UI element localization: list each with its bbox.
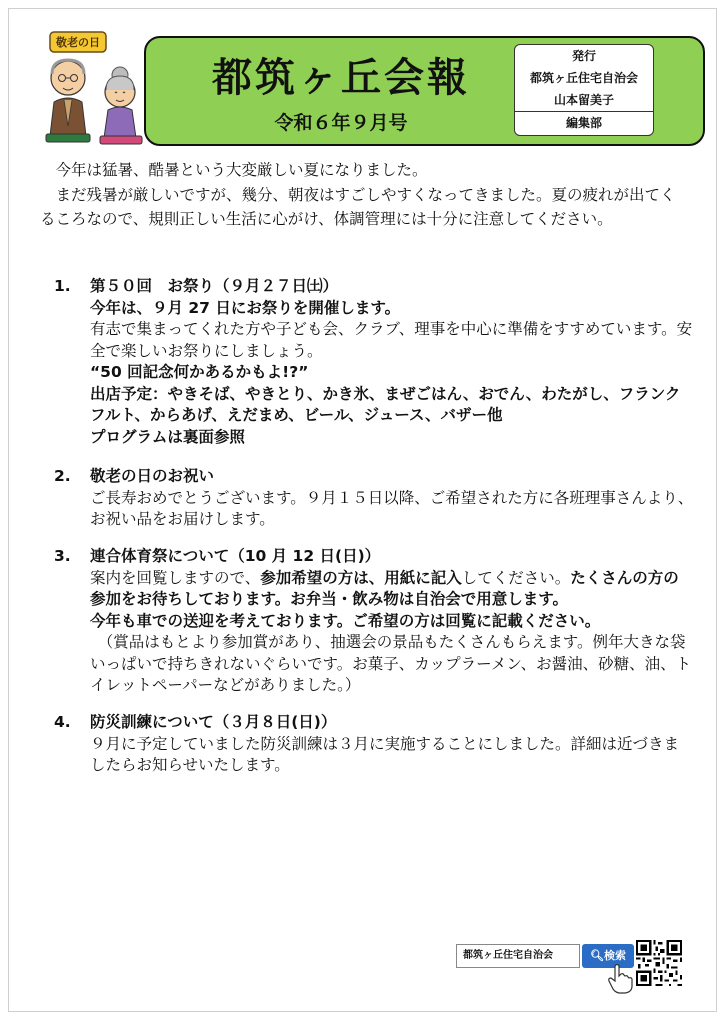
sports-invitation (90, 568, 694, 611)
magnifier-icon: 🔍︎ (590, 949, 604, 962)
section-number: 2. (54, 467, 71, 485)
sports-transport: 今年も車での送迎を考えております。ご希望の方は回覧に記載ください。 (90, 611, 601, 630)
sports-prizes: （賞品はもとより参加賞があり、抽選会の景品もたくさんもらえます。例年大きな袋いっぱいで持ちきれないぐらいです。お菓子、カップラーメン、お醤油、砂糖、油、トイレットペーパーなどがありました。） (90, 633, 692, 694)
intro-paragraph-2: まだ残暑が厳しいですが、幾分、朝夜はすごしやすくなってきました。夏の疲れが出てくるころなので、規則正しい生活に心がけ、体調管理には十分に注意してください。 (40, 185, 676, 228)
section-title: 防災訓練について（３月８日(日)） (90, 713, 337, 731)
section-title: 第５０回 お祭り（９月２７日㈯） (90, 277, 339, 295)
issue-date: 令和６年９月号 (274, 112, 408, 134)
section-sports-festival (54, 546, 694, 697)
publisher-person: 山本留美子 (553, 93, 614, 107)
publisher-dept: 編集部 (515, 111, 653, 134)
section-title: 連合体育祭について（10 月 12 日(日)） (90, 547, 381, 565)
section-festival (54, 276, 694, 448)
pointer-hand-icon (606, 962, 634, 994)
festival-program-note: プログラムは裏面参照 (90, 427, 245, 446)
publisher-org: 都筑ヶ丘住宅自治会 (529, 71, 638, 85)
sports-text-4: たくさんの方の参加をお待ちしております。お弁当・飲み物は自治会で用意します。 (90, 568, 679, 608)
search-button-label: 検索 (603, 949, 626, 962)
festival-catchphrase: “50 回記念何かあるかもよ!?” (90, 363, 309, 381)
intro-text (40, 158, 690, 232)
elderly-couple-illustration (36, 30, 154, 148)
sports-text-3: してください。 (461, 568, 571, 587)
qr-code[interactable] (636, 940, 682, 986)
section-disaster-drill (54, 712, 694, 777)
festival-date-line: 今年は、９月 27 日にお祭りを開催します。 (90, 298, 401, 317)
search-field[interactable]: 都筑ヶ丘住宅自治会 (456, 944, 580, 968)
newsletter-title: 都筑ヶ丘会報 (212, 55, 470, 101)
festival-description: 有志で集まってくれた方や子ども会、クラブ、理事を中心に準備をすすめています。安全で楽しいお祭りにしましょう。 (90, 320, 693, 360)
badge-text: 敬老の日 (56, 36, 100, 49)
festival-stalls: 出店予定：やきそば、やきとり、かき氷、まぜごはん、おでん、わたがし、フランクフルト、からあげ、えだまめ、ビール、ジュース、バザー他 (90, 384, 681, 424)
sports-text-2: 参加希望の方は、用紙に記入 (260, 568, 462, 587)
respect-aged-text: ご長寿おめでとうございます。９月１５日以降、ご希望された方に各班理事さんより、お祝い品をお届けします。 (90, 488, 694, 528)
section-number: 1. (54, 277, 71, 295)
section-title: 敬老の日のお祝い (90, 467, 215, 485)
section-respect-aged (54, 466, 694, 531)
section-number: 4. (54, 713, 71, 731)
publisher-label: 発行 (571, 49, 596, 63)
disaster-drill-text: ９月に予定していました防災訓練は３月に実施することにしました。詳細は近づきましたらお知らせいたします。 (90, 734, 680, 774)
intro-paragraph-1: 今年は猛暑、酷暑という大変厳しい夏になりました。 (55, 161, 428, 179)
section-number: 3. (54, 547, 71, 565)
header-banner (144, 36, 705, 146)
search-banner (456, 940, 686, 996)
sports-text-1: 案内を回覧しますので、 (90, 568, 261, 587)
publisher-box (514, 44, 654, 136)
